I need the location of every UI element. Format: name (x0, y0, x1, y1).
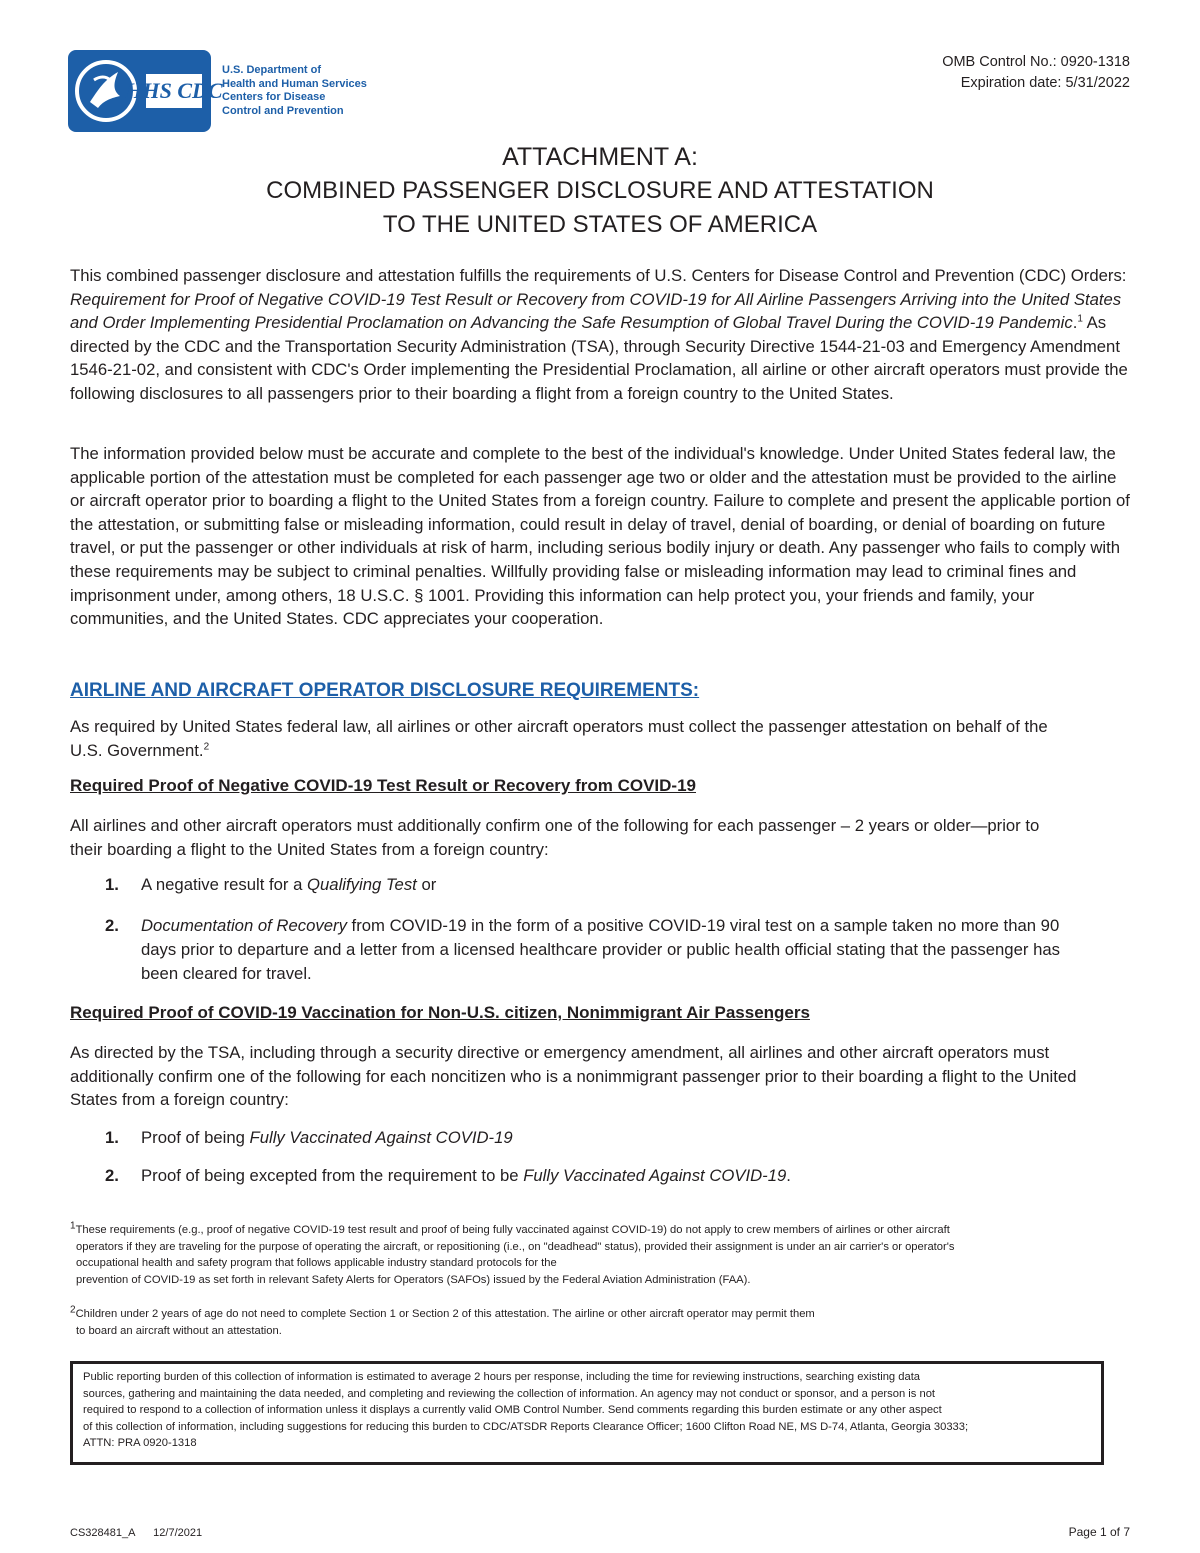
fully-vaccinated-term: Fully Vaccinated Against COVID-19 (249, 1128, 513, 1147)
document-id: CS328481_A 12/7/2021 (70, 1527, 203, 1539)
list-item (105, 1126, 1105, 1150)
paperwork-burden-statement (70, 1361, 1104, 1465)
footnote-mark: 2 (70, 1304, 76, 1316)
footnote-ref-1: 1 (1077, 313, 1083, 325)
list-text: from COVID-19 in the form of a positive COVID-19 viral test on a sample taken no more than 90 days prior to departure and a letter from a licensed healthcare provider or public health official stating that the passenger has been cleared for travel. (141, 916, 1060, 983)
intro-text: As directed by the CDC and the Transportation Security Administration (TSA), through Security Directive 1544-21-03 and Emergency Amendment 1546-21-02, and consistent with CDC's Order implementing the Presidential Proclamation, all airline or other aircraft operators must provide the following disclosures to all passengers prior to their boarding a flight from a foreign country to the United States. (70, 313, 1128, 403)
agency-line: Control and Prevention (222, 104, 344, 117)
documentation-of-recovery-term: Documentation of Recovery (141, 916, 347, 935)
document-title (0, 140, 1200, 242)
list-number: 1. (105, 1128, 119, 1147)
airline-text: As required by United States federal law, all airlines or other aircraft operators must collect the passenger attestation on behalf of the U.S. Government. (70, 717, 1048, 760)
footnote-text: to board an aircraft without an attestation. (76, 1324, 282, 1337)
agency-name (222, 64, 442, 118)
list-number: 1. (105, 875, 119, 894)
orders-title: Requirement for Proof of Negative COVID-19 Test Result or Recovery from COVID-19 for All Airline Passengers Arriving into the United States and Order Implementing Presidential Proclamation on Advancing the Safe Resumption of Global Travel During the COVID-19 Pandemic (70, 289, 1122, 333)
list-number: 2. (105, 916, 119, 935)
footnote-2 (70, 1306, 1140, 1339)
vaccination-intro: As directed by the TSA, including through a security directive or emergency amendment, all airlines and other aircraft operators must additionally confirm one of the following for each noncitizen who is a nonimmigrant passenger prior to their boarding a flight to the United States from a foreign country: (70, 1043, 1077, 1110)
burden-text: of this collection of information, including suggestions for reducing this burden to CDC/ATSDR Reports Clearance Officer; 1600 Clifton Road NE, MS D-74, Atlanta, Georgia 30333; (83, 1420, 969, 1433)
vaccination-heading: Required Proof of COVID-19 Vaccination for Non-U.S. citizen, Nonimmigrant Air Passengers (70, 1003, 810, 1022)
intro-paragraph-2: The information provided below must be accurate and complete to the best of the individual's knowledge. Under United States federal law, the applicable portion of the attestation must be completed for each passenger age two or older and the attestation must be provided to the airline or aircraft operator prior to boarding a flight to the United States from a foreign country. Failure to complete and present the applicable portion of the attestation, or submitting false or misleading information, could result in delay of travel, denial of boarding, or denial of boarding on future travel, or put the passenger or other individuals at risk of harm, including serious bodily injury or death. Any passenger who fails to comply with these requirements may be subject to criminal penalties. Willfully providing false or misleading information may lead to criminal fines and imprisonment under, among others, 18 U.S.C. § 1001. Providing this information can help protect you, your friends and family, your communities, and the United States. CDC appreciates your cooperation. (70, 444, 1130, 629)
burden-text: required to respond to a collection of information unless it displays a currently valid OMB Control Number. Send comments regarding this burden estimate or any other aspect (83, 1404, 942, 1417)
footnote-1 (70, 1222, 1140, 1288)
hhs-cdc-logo (68, 50, 223, 132)
omb-control-number: OMB Control No.: 0920-1318 (942, 54, 1130, 70)
list-text: Proof of being excepted from the requirement to be (141, 1166, 524, 1185)
footnote-ref-2: 2 (203, 741, 210, 753)
list-text: Proof of being (141, 1128, 250, 1147)
burden-text: sources, gathering and maintaining the data needed, and completing and reviewing the collection of information. An agency may not conduct or sponsor, and a person is not (83, 1387, 936, 1400)
footnote-text: occupational health and safety program that follows applicable industry standard protocols for the (76, 1257, 557, 1269)
hhs-eagle-icon (68, 50, 223, 132)
expiration-date: Expiration date: 5/31/2022 (960, 75, 1130, 91)
intro-text: This combined passenger disclosure and attestation fulfills the requirements of U.S. Centers for Disease Control and Prevention (CDC) Orders: (70, 266, 1127, 285)
agency-line: U.S. Department of (222, 64, 322, 76)
footnote-text: prevention of COVID-19 as set forth in relevant Safety Alerts for Operators (SAFOs) issued by the Federal Aviation Administration (FAA). (76, 1273, 751, 1286)
omb-info (942, 52, 1130, 94)
title-line-1: ATTACHMENT A: (502, 143, 698, 171)
burden-text: ATTN: PRA 0920-1318 (83, 1437, 197, 1450)
title-line-3: TO THE UNITED STATES OF AMERICA (382, 211, 818, 238)
fully-vaccinated-term: Fully Vaccinated Against COVID-19 (523, 1166, 787, 1185)
list-text: A negative result for a (141, 875, 308, 894)
footnote-mark: 1 (70, 1220, 76, 1232)
list-item (105, 914, 1075, 986)
airline-requirements-heading: AIRLINE AND AIRCRAFT OPERATOR DISCLOSURE REQUIREMENTS: (70, 680, 700, 701)
negative-test-heading: Required Proof of Negative COVID-19 Test Result or Recovery from COVID-19 (70, 776, 696, 795)
agency-line: Centers for Disease (222, 91, 326, 103)
burden-text: Public reporting burden of this collection of information is estimated to average 2 hours per response, including the time for reviewing instructions, searching existing data (83, 1371, 921, 1383)
footnote-text: These requirements (e.g., proof of negative COVID-19 test result and proof of being fully vaccinated against COVID-19) do not apply to crew members of airlines or other aircraft (75, 1224, 950, 1236)
airline-requirements-text (70, 715, 1070, 762)
footnote-text: Children under 2 years of age do not need to complete Section 1 or Section 2 of this attestation. The airline or other aircraft operator may permit them (75, 1308, 815, 1320)
agency-line: Health and Human Services (222, 77, 367, 90)
negative-test-intro: All airlines and other aircraft operators must additionally confirm one of the following for each passenger – 2 years or older—prior to their boarding a flight to the United States from a foreign country: (70, 816, 1040, 859)
list-number: 2. (105, 1166, 119, 1185)
list-item (105, 1164, 1105, 1188)
list-item (105, 873, 1105, 897)
list-text: or (416, 875, 437, 894)
list-text: . (786, 1166, 791, 1185)
qualifying-test-term: Qualifying Test (307, 875, 417, 894)
page-number: Page 1 of 7 (1068, 1525, 1130, 1539)
footnote-text: operators if they are traveling for the purpose of operating the aircraft, or repositioning (i.e., on "deadhead" status), provided their assignment is under an air carrier's or operator's (76, 1240, 955, 1253)
intro-paragraph-1: This combined passenger disclosure and attestation fulfills the requirements of U.S. Centers for Disease Control and Prevention (CDC) Orders: Requirement for Proof of Negative COVID-19 Test Result or Recovery from COVID-19 for All Airline Passengers Arriving into the United States and Order Implementing Presidential Proclamation on Advancing the Safe Resumption of Global Travel During the COVID-19 Pandemic.$^1$ As directed by the CDC and the Transportation Security Administration (TSA), through Security Directive 1544-21-03 and Emergency Amendment 1546-21-02, and consistent with CDC's Order implementing the Presidential Proclamation, all airline or other aircraft operators must provide the following disclosures to all passengers prior to their boarding a flight from a foreign country to the United States. (70, 266, 1128, 403)
title-line-2: COMBINED PASSENGER DISCLOSURE AND ATTESTATION (266, 177, 934, 204)
cdc-logo-text: HHS CDC (125, 78, 223, 103)
